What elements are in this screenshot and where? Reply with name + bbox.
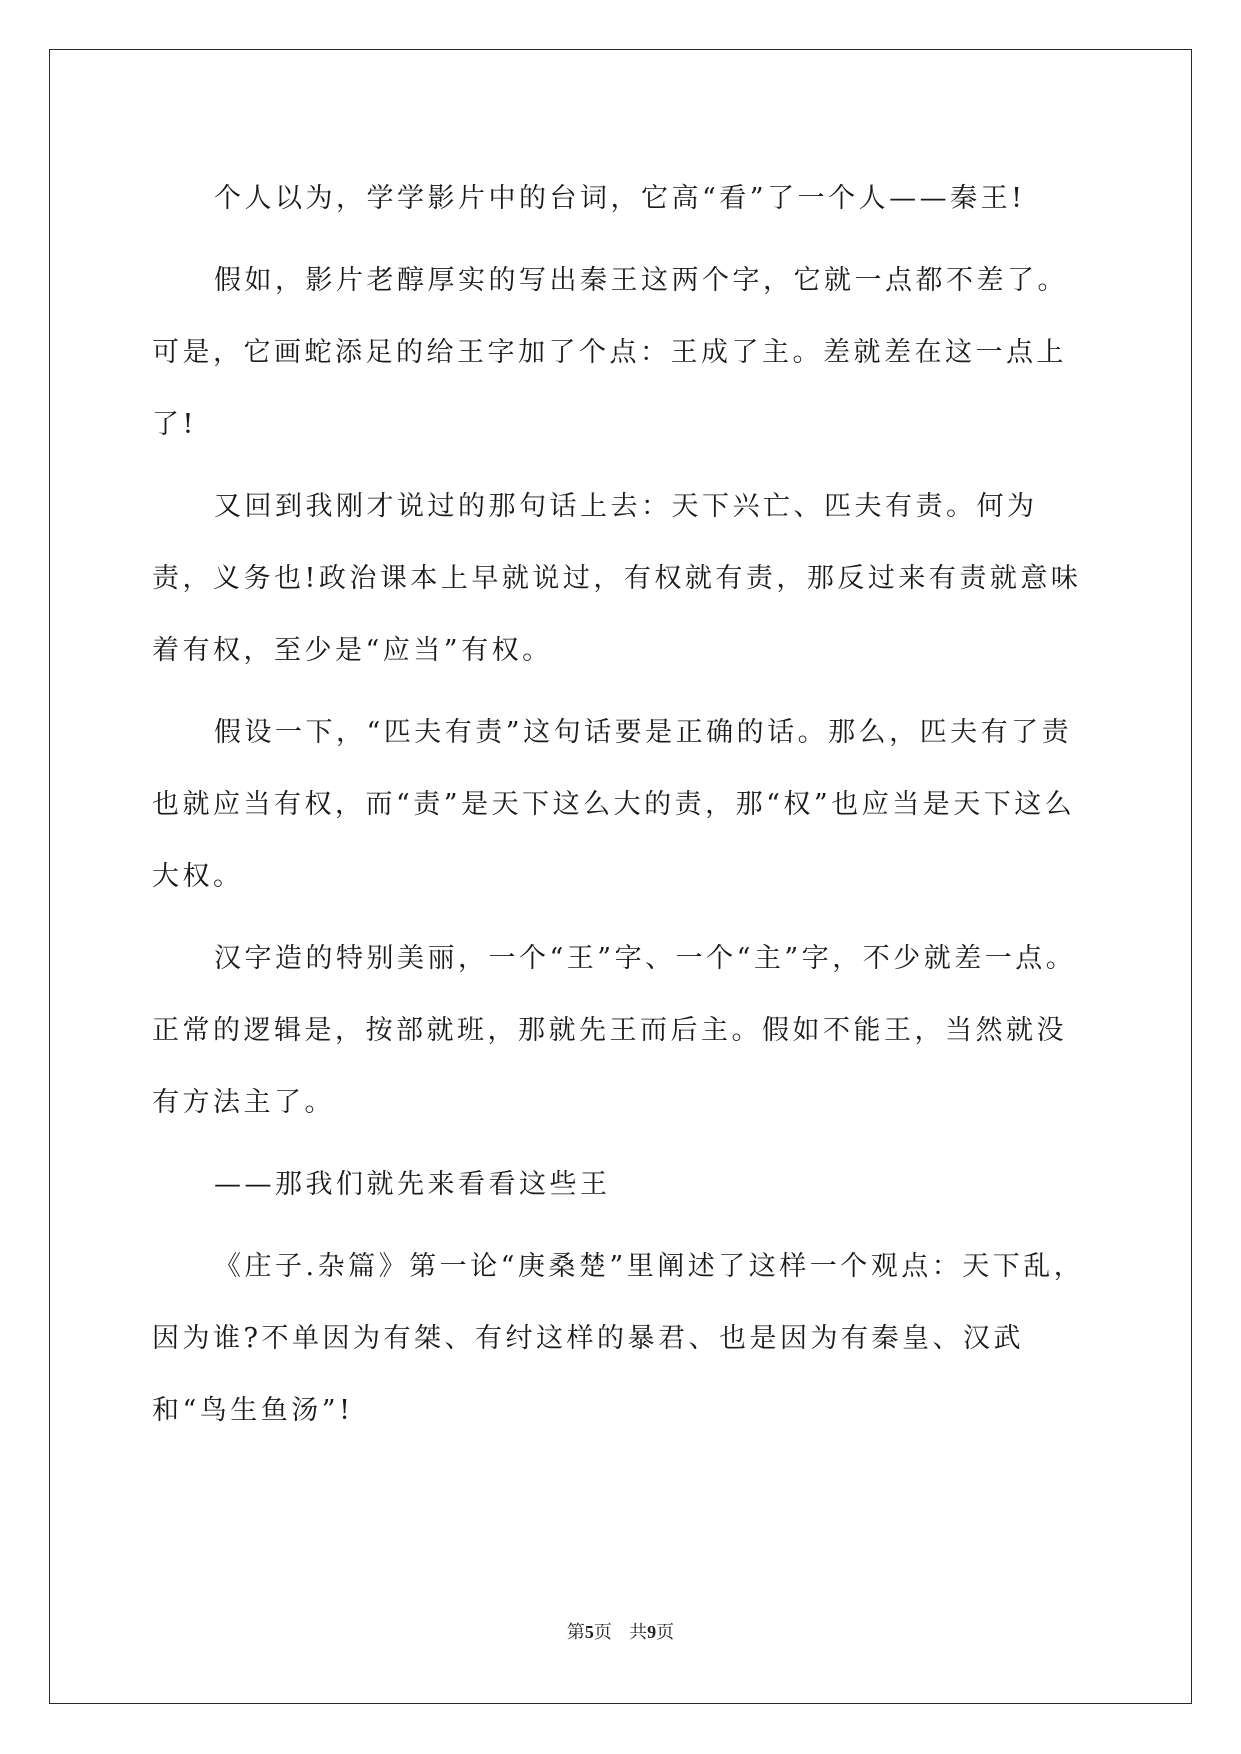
current-page-number: 5 <box>584 1622 594 1642</box>
paragraph-3: 又回到我刚才说过的那句话上去：天下兴亡、匹夫有责。何为责，义务也!政治课本上早就说过，有权就有责，那反过来有责就意味着有权，至少是“应当”有权。 <box>152 491 1082 666</box>
footer-middle: 页 共 <box>593 1622 648 1643</box>
page-footer <box>0 1618 1241 1644</box>
paragraph-1: 个人以为，学学影片中的台词，它高“看”了一个人——秦王! <box>214 183 1026 214</box>
footer-suffix: 页 <box>656 1622 675 1643</box>
paragraph-6: ——那我们就先来看看这些王 <box>214 1169 611 1200</box>
paragraph-4: 假设一下，“匹夫有责”这句话要是正确的话。那么，匹夫有了责也就应当有权，而“责”是天下这么大的责，那“权”也应当是天下这么大权。 <box>152 717 1076 892</box>
document-body <box>152 163 1087 1457</box>
footer-prefix: 第 <box>566 1622 585 1643</box>
total-pages-number: 9 <box>647 1622 657 1642</box>
paragraph-7: 《庄子.杂篇》第一论“庚桑楚”里阐述了这样一个观点：天下乱，因为谁?不单因为有桀、有纣这样的暴君、也是因为有秦皇、汉武和“鸟生鱼汤”! <box>152 1251 1085 1426</box>
paragraph-5: 汉字造的特别美丽，一个“王”字、一个“主”字，不少就差一点。正常的逻辑是，按部就班，那就先王而后主。假如不能王，当然就没有方法主了。 <box>152 943 1077 1118</box>
paragraph-2: 假如，影片老醇厚实的写出秦王这两个字，它就一点都不差了。可是，它画蛇添足的给王字加了个点：王成了主。差就差在这一点上了! <box>152 265 1068 440</box>
